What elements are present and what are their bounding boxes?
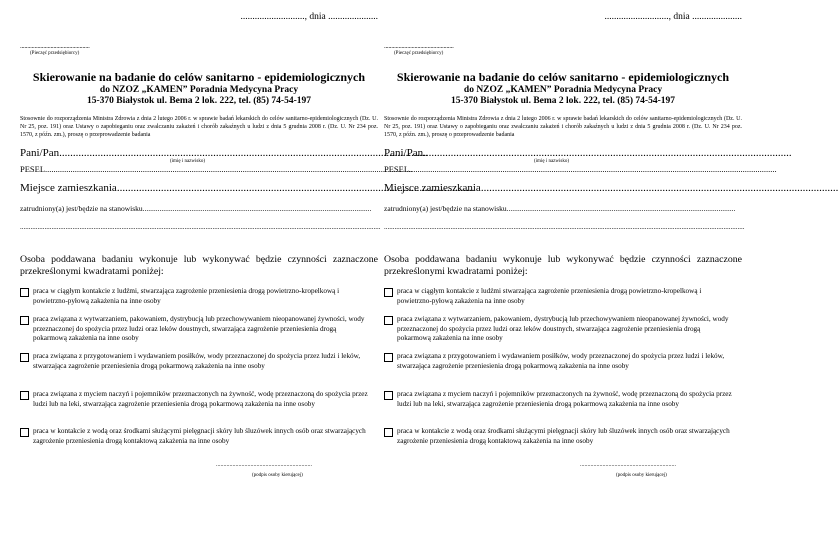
checkbox[interactable] <box>20 353 29 362</box>
checkbox[interactable] <box>384 353 393 362</box>
checkbox[interactable] <box>20 316 29 325</box>
signature-label: (podpis osoby kierującej) <box>616 473 667 478</box>
legal-basis-text: Stosownie do rozporządzenia Ministra Zdrowia z dnia 2 lutego 2006 r. w sprawie badań lekarskich do celów sanitarno-epidemiologicznych (Dz. U. Nr 25, poz. 191) oraz Ustawy o zapobieganiu oraz zwalczaniu zakażeń i chorób zakaźnych u ludzi z dnia 5 grudnia 2008 r. (Dz. U. Nr 234 poz. 1570, z późn. zm.), proszę o przeprowadzenie badania <box>384 116 742 138</box>
pesel-field[interactable]: PESEL............................................................................................................................................................................. <box>20 164 413 174</box>
referral-form-left <box>20 0 475 543</box>
signature-field[interactable]: ................................................................ <box>216 462 312 468</box>
stamp-label: (Pieczęć przedsiębiorcy) <box>394 51 444 56</box>
checkbox[interactable] <box>20 391 29 400</box>
signature-field[interactable]: ................................................................ <box>580 462 676 468</box>
name-hint: (imię i nazwisko) <box>534 159 569 164</box>
name-field[interactable]: Pani/Pan...................................................................................................................................... <box>384 147 792 159</box>
residence-field[interactable]: Miejsce zamieszkania.................................................................................................................................. <box>20 182 475 194</box>
checklist-item-text: praca w ciągłym kontakcie z ludźmi stwarzająca zagrożenie przeniesienia drogą powietrzno-kropelkową i powietrzno-pyłową zakażenia na inne osoby <box>397 287 702 305</box>
checklist-item-text: praca w ciągłym kontakcie z ludźmi, stwarzająca zagrożenie przeniesienia drogą powietrzno-kropelkową i powietrzno-pyłową zakażenia na inne osoby <box>33 287 340 305</box>
checkbox[interactable] <box>384 428 393 437</box>
checklist-item-text: praca związana z wytwarzaniem, pakowaniem, dystrybucją lub przechowywaniem nieopanowanej żywności, wody przeznaczonej do spożycia przez ludzi oraz leków doustnych, stwarzająca zagrożenie przeniesienia drogą pokarmową zakażenia na inne osoby <box>397 315 729 342</box>
position-field[interactable]: zatrudniony(a) jest/będzie na stanowisku.......................................................................................................................... <box>384 204 736 213</box>
checkbox[interactable] <box>20 428 29 437</box>
checkbox[interactable] <box>20 288 29 297</box>
clinic-address: 15-370 Białystok ul. Bema 2 lok. 222, tel. (85) 74-54-197 <box>450 96 676 106</box>
position-field-continuation[interactable]: .............................................................................................................................................................................................................. <box>384 223 745 231</box>
stamp-field: ................................................ <box>20 42 90 50</box>
stamp-field: ................................................ <box>384 42 454 50</box>
checkbox[interactable] <box>384 288 393 297</box>
addressee: do NZOZ „KAMEN” Poradnia Medycyna Pracy <box>99 85 299 95</box>
signature-label: (podpis osoby kierującej) <box>252 473 303 478</box>
legal-basis-text: Stosownie do rozporządzenia Ministra Zdrowia z dnia 2 lutego 2006 r. w sprawie badań lekarskich do celów sanitarno-epidemiologicznych (Dz. U. Nr 25, poz. 191) oraz Ustawy o zapobieganiu oraz zwalczaniu zakażeń i chorób zakaźnych u ludzi z dnia 5 grudnia 2008 r. (Dz. U. Nr 234 poz. 1570, z późn. zm.), proszę o przeprowadzenie badania <box>20 116 378 138</box>
addressee: do NZOZ „KAMEN” Poradnia Medycyna Pracy <box>463 85 663 95</box>
name-hint: (imię i nazwisko) <box>170 159 205 164</box>
stamp-label: (Pieczęć przedsiębiorcy) <box>30 51 80 56</box>
checklist-item-text: praca związana z myciem naczyń i pojemników przeznaczonych na żywność, wodę przeznaczoną do spożycia przez ludzi lub na leki, stwarzająca zagrożenie przeniesienia drogą pokarmową zakażenia na inne osoby <box>33 390 368 408</box>
checklist-item-text: praca związana z przygotowaniem i wydawaniem posiłków, wody przeznaczonej do spożycia przez ludzi i leków, stwarzająca zagrożenie przeniesienia drogą pokarmową zakażenia na inne osoby <box>33 352 361 370</box>
position-field[interactable]: zatrudniony(a) jest/będzie na stanowisku.......................................................................................................................... <box>20 204 372 213</box>
checklist-item-text: praca w kontakcie z wodą oraz środkami służącymi pielęgnacji skóry lub śluzówek innych osób oraz stwarzających zagrożenie przeniesienia drogą kontaktową zakażenia na inne osoby <box>33 427 366 445</box>
instruction-text: Osoba poddawana badaniu wykonuje lub wykonywać będzie czynności zaznaczone przekreślonymi kwadratami poniżej: <box>20 254 378 277</box>
checklist-item-text: praca w kontakcie z wodą oraz środkami służącymi pielęgnacji skóry lub śluzówek innych osób oraz stwarzających zagrożenie przeniesienia drogą kontaktową zakażenia na inne osoby <box>397 427 730 445</box>
form-title: Skierowanie na badanie do celów sanitarno - epidemiologicznych <box>32 70 366 84</box>
checkbox[interactable] <box>384 316 393 325</box>
residence-field[interactable]: Miejsce zamieszkania.................................................................................................................................. <box>384 182 838 194</box>
instruction-text: Osoba poddawana badaniu wykonuje lub wykonywać będzie czynności zaznaczone przekreślonymi kwadratami poniżej: <box>384 254 742 277</box>
clinic-address: 15-370 Białystok ul. Bema 2 lok. 222, tel. (85) 74-54-197 <box>86 96 312 106</box>
date-line[interactable]: ..........................., dnia ..................... <box>604 12 742 22</box>
checklist-item-text: praca związana z przygotowaniem i wydawaniem posiłków, wody przeznaczonej do spożycia przez ludzi i leków, stwarzająca zagrożenie przeniesienia drogą pokarmową zakażenia na inne osoby <box>397 352 725 370</box>
date-line[interactable]: ..........................., dnia ..................... <box>240 12 378 22</box>
position-field-continuation[interactable]: .............................................................................................................................................................................................................. <box>20 223 381 231</box>
form-title: Skierowanie na badanie do celów sanitarno - epidemiologicznych <box>396 70 730 84</box>
referral-form-right <box>384 0 838 543</box>
checkbox[interactable] <box>384 391 393 400</box>
pesel-field[interactable]: PESEL............................................................................................................................................................................. <box>384 164 777 174</box>
checklist-item-text: praca związana z wytwarzaniem, pakowaniem, dystrybucją lub przechowywaniem nieopanowanej żywności, wody przeznaczonej do spożycia przez ludzi oraz leków doustnych, stwarzająca zagrożenie przeniesienia drogą pokarmową zakażenia na inne osoby <box>33 315 365 342</box>
checklist-item-text: praca związana z myciem naczyń i pojemników przeznaczonych na żywność, wodę przeznaczoną do spożycia przez ludzi lub na leki, stwarzająca zagrożenie przeniesienia drogą pokarmową zakażenia na inne osoby <box>397 390 732 408</box>
name-field[interactable]: Pani/Pan...................................................................................................................................... <box>20 147 428 159</box>
